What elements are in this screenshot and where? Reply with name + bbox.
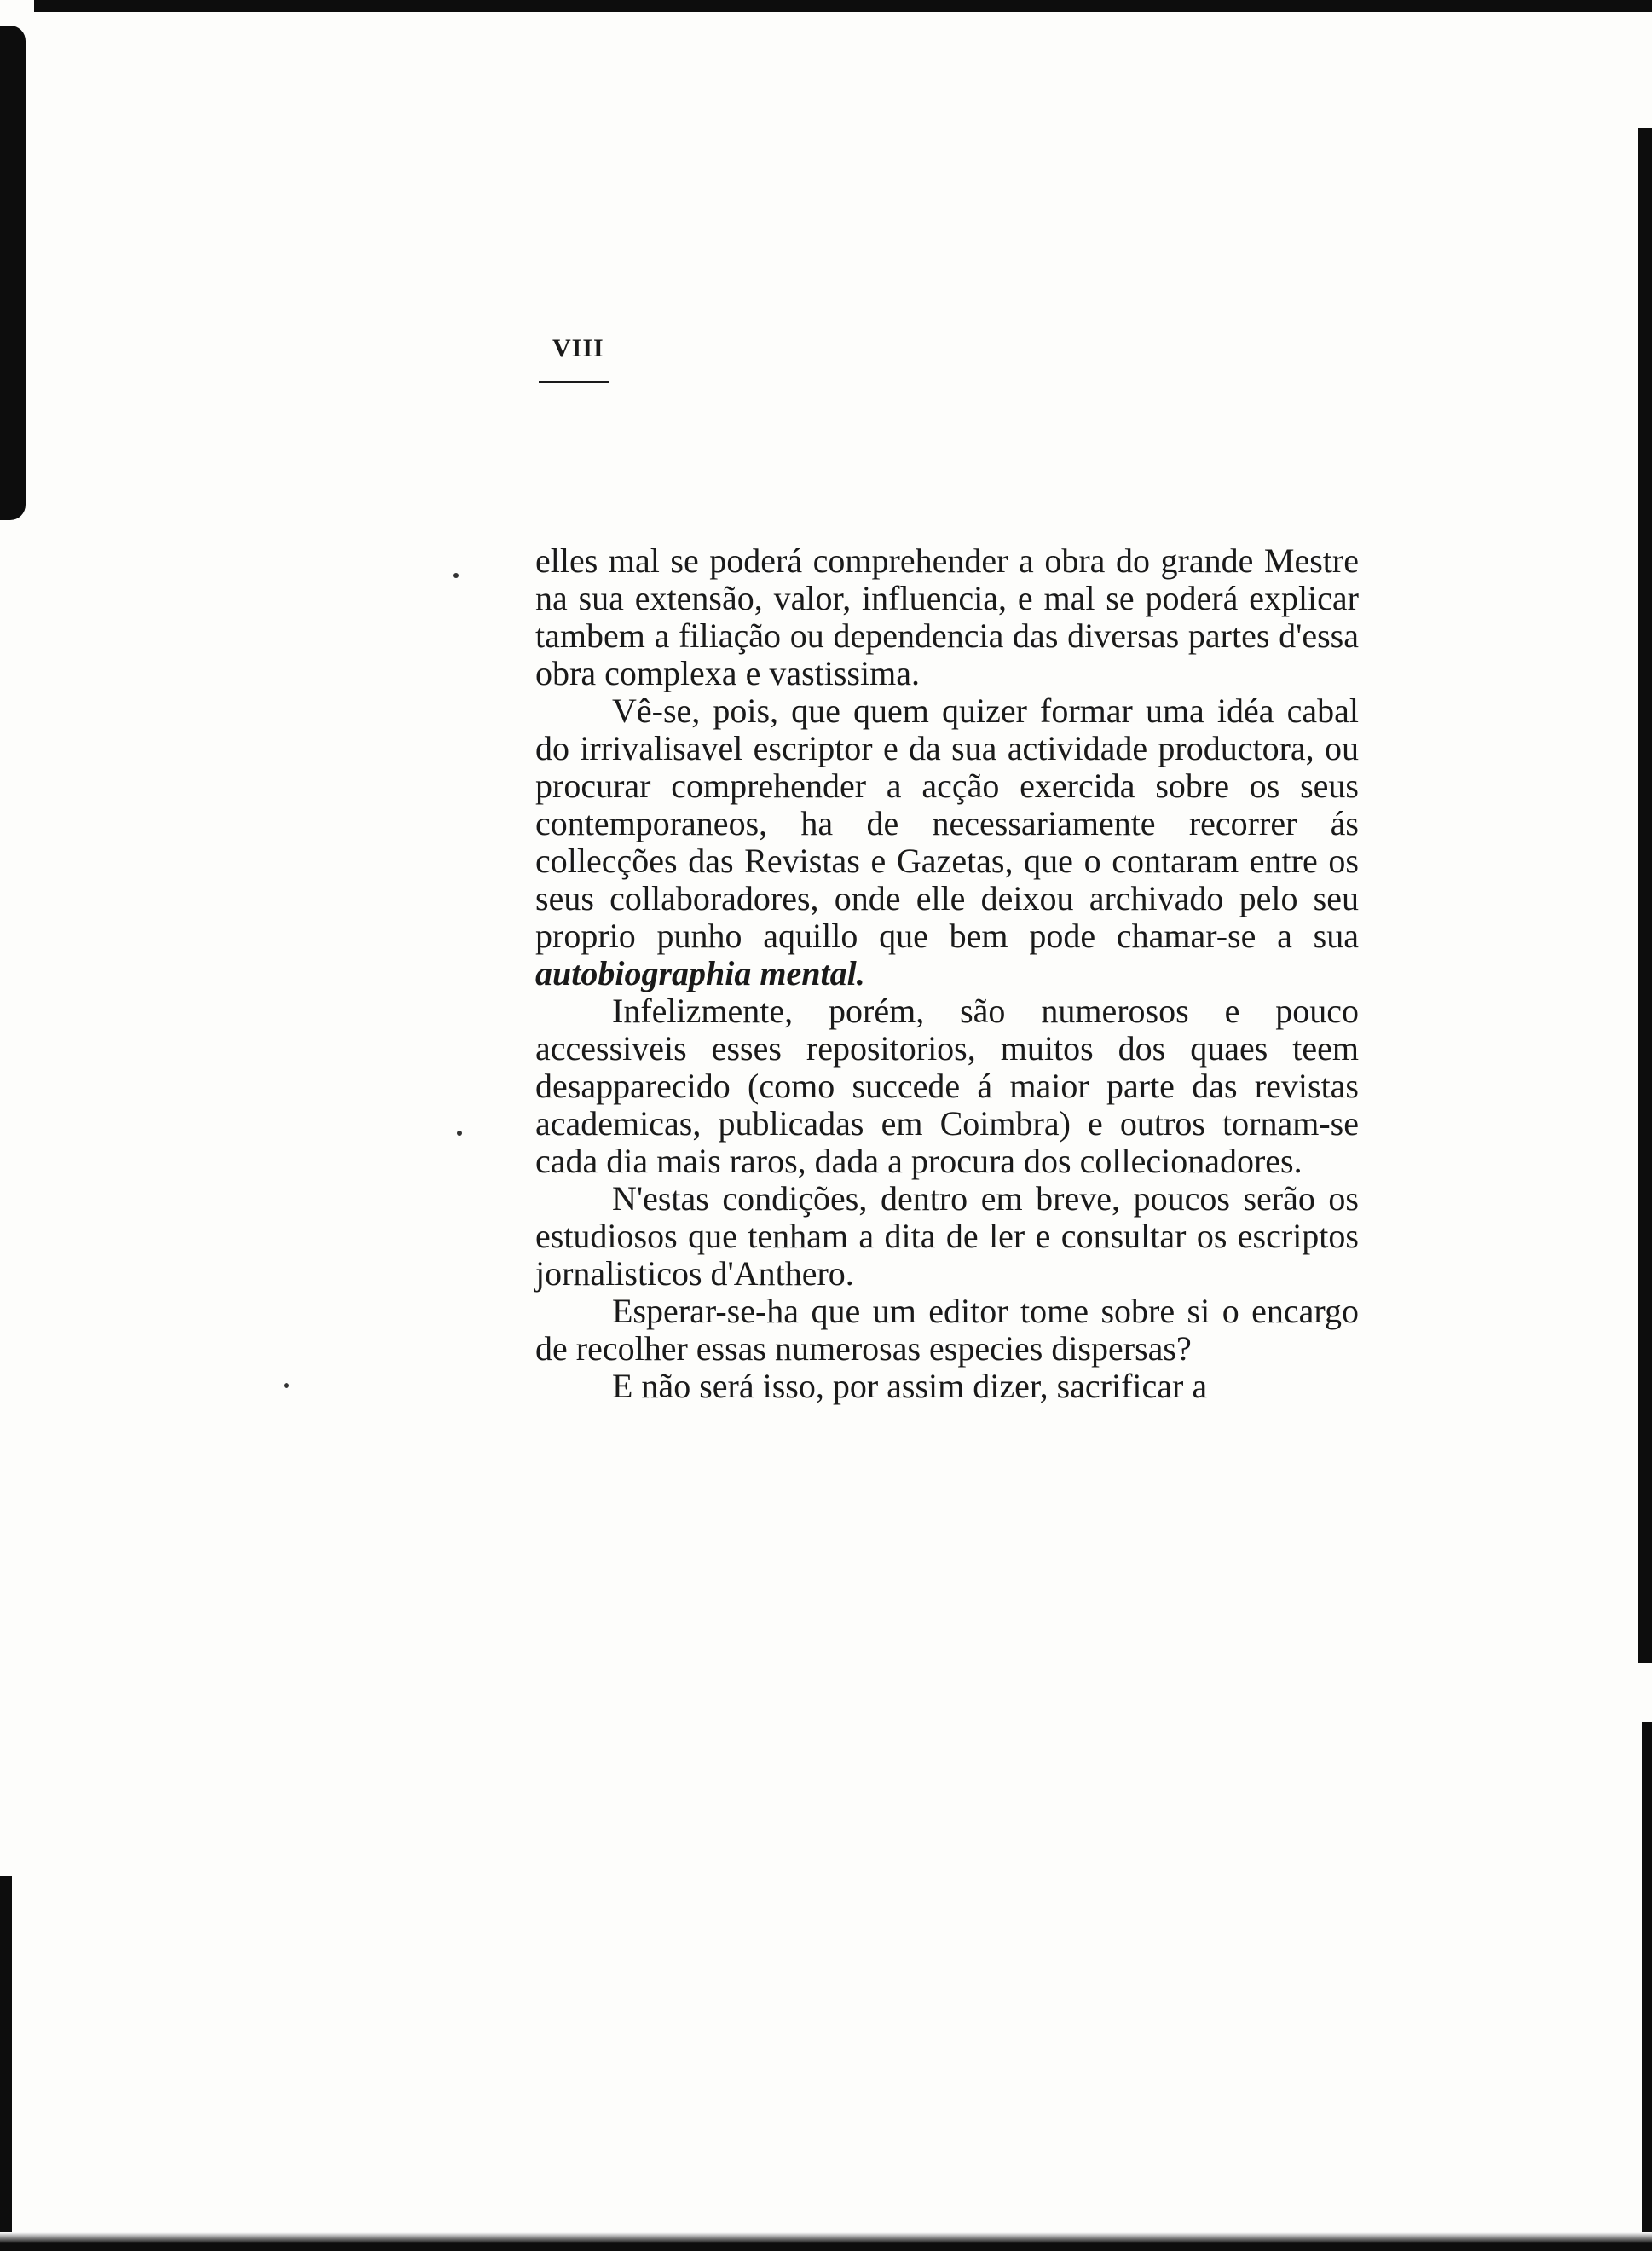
paragraph: N'estas condições, dentro em breve, poucos serão os estudiosos que tenham a dita de ler e consultar os escriptos jornalisticos d'Anthero. bbox=[535, 1179, 1359, 1293]
paragraph: Esperar-se-ha que um editor tome sobre si o encargo de recolher essas numerosas especies dispersas? bbox=[535, 1292, 1359, 1368]
speck bbox=[284, 1383, 289, 1388]
scan-edge-right-lower bbox=[1642, 1722, 1652, 2234]
scan-edge-right bbox=[1638, 128, 1652, 1663]
paragraph: Infelizmente, porém, são numerosos e pouco accessiveis esses repositorios, muitos dos quaes teem desapparecido (como succede á maior parte das revistas academicas, publicadas em Coimbra) e outros tornam-se cada dia mais raros, dada a procura dos collecionadores. bbox=[535, 992, 1359, 1180]
paragraph: elles mal se poderá comprehender a obra do grande Mestre na sua extensão, valor, influencia, e mal se poderá explicar tambem a filiação ou dependencia das diversas partes d'essa obra complexa e vastissima. bbox=[535, 541, 1359, 692]
page-number: VIII bbox=[552, 334, 604, 362]
paragraph bbox=[535, 692, 1359, 992]
page-number-rule bbox=[539, 381, 609, 383]
paragraph: E não será isso, por assim dizer, sacrificar a bbox=[612, 1367, 1208, 1405]
scan-edge-left-lower bbox=[0, 1876, 12, 2234]
body-text bbox=[535, 542, 1359, 1405]
speck bbox=[453, 573, 459, 578]
speck bbox=[457, 1131, 462, 1136]
scan-edge-bottom bbox=[0, 2232, 1652, 2251]
paragraph-text: Vê-se, pois, que quem quizer formar uma idéa cabal do irrivalisavel escriptor e da sua actividade productora, ou procurar comprehender a acção exercida sobre os seus contemporaneos, ha de necessariamente recorrer ás collecções das Revistas e Gazetas, que o contaram entre os seus collaboradores, onde elle deixou archivado pelo seu proprio punho aquillo que bem pode chamar-se a sua bbox=[535, 692, 1359, 955]
emphasis-text: autobiographia mental. bbox=[535, 954, 865, 992]
scan-edge-top bbox=[34, 0, 1652, 12]
scan-edge-left bbox=[0, 26, 26, 520]
